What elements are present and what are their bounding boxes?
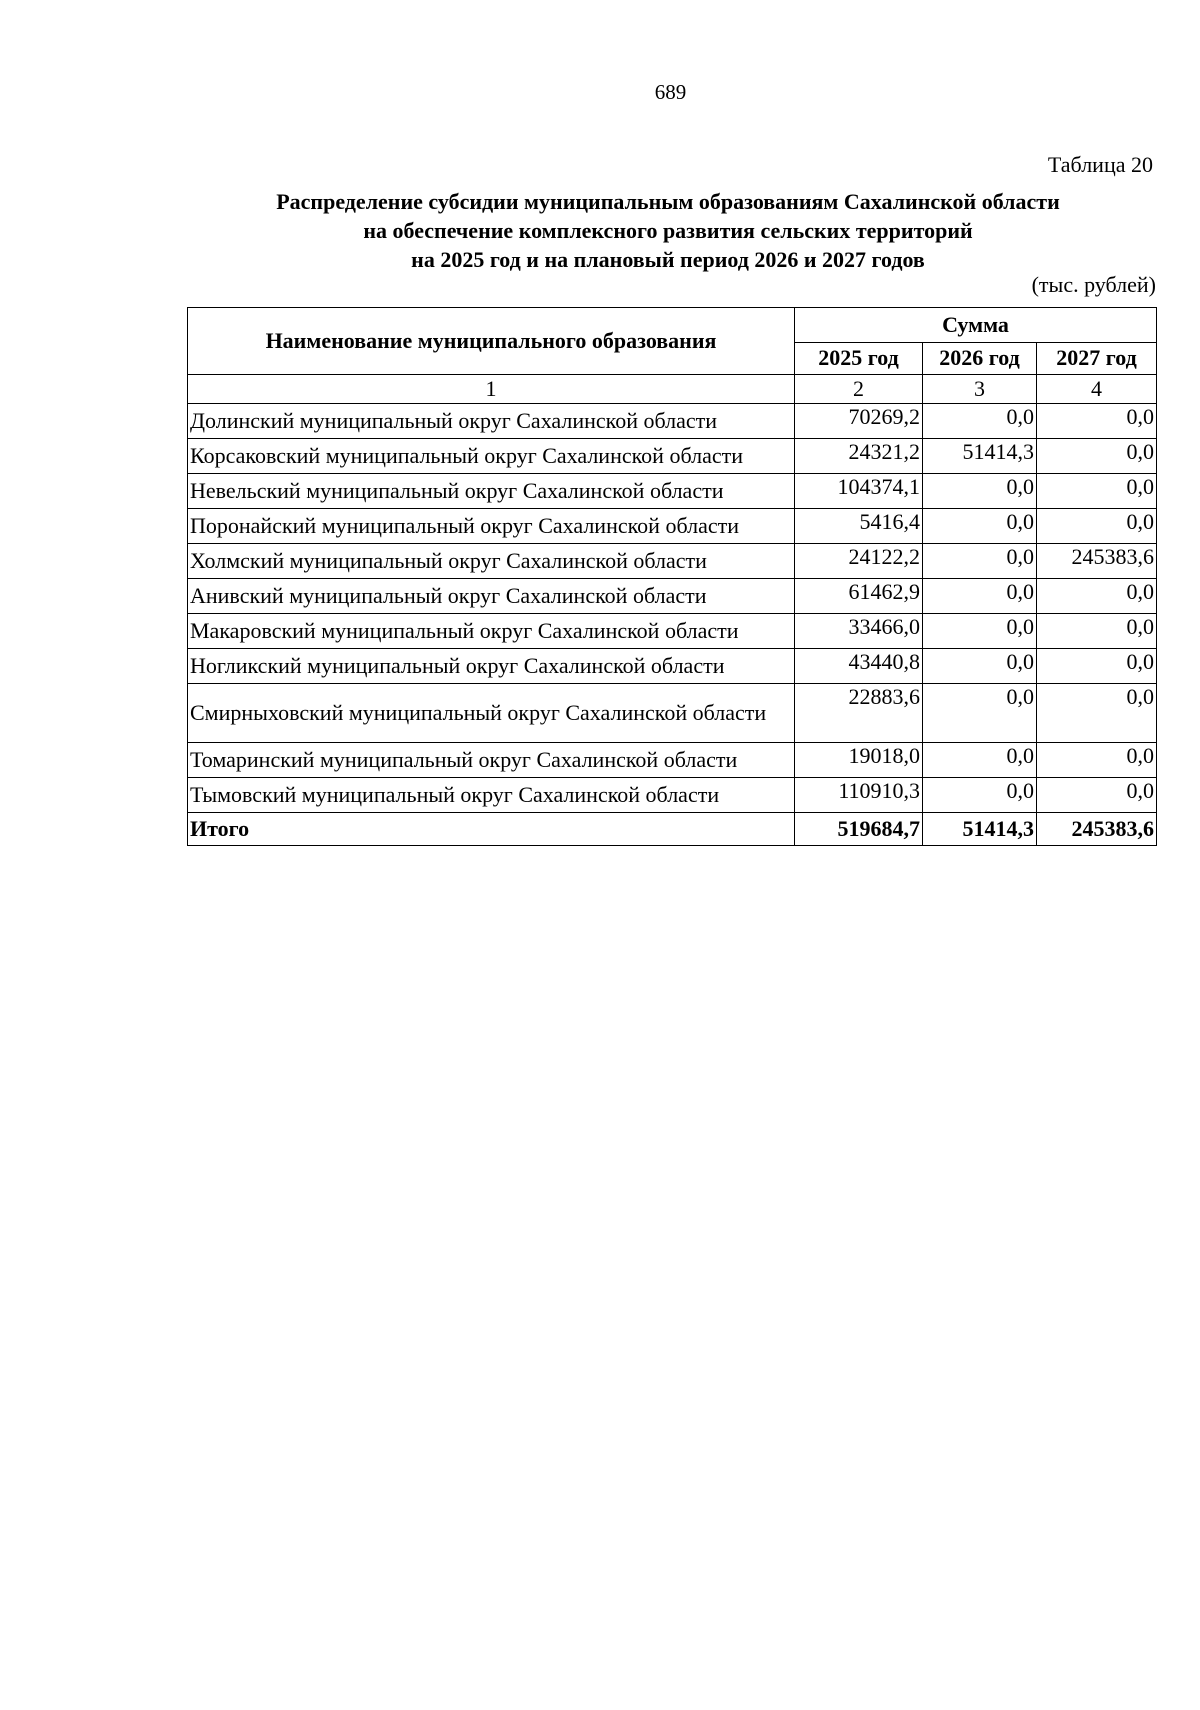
column-number-row bbox=[188, 375, 1157, 404]
municipality-name: Ногликский муниципальный округ Сахалинской области bbox=[188, 649, 795, 684]
value-2026: 0,0 bbox=[923, 474, 1037, 509]
column-number: 3 bbox=[923, 375, 1037, 404]
value-2025: 104374,1 bbox=[795, 474, 923, 509]
header-year-2025: 2025 год bbox=[795, 342, 923, 374]
value-2027: 0,0 bbox=[1037, 649, 1157, 684]
municipality-name: Тымовский муниципальный округ Сахалинской области bbox=[188, 778, 795, 813]
units-label: (тыс. рублей) bbox=[1031, 272, 1156, 297]
subsidy-table bbox=[187, 307, 1157, 846]
value-2026: 0,0 bbox=[923, 614, 1037, 649]
value-2025: 22883,6 bbox=[795, 684, 923, 743]
municipality-name: Макаровский муниципальный округ Сахалинской области bbox=[188, 614, 795, 649]
page-number: 689 bbox=[654, 80, 687, 104]
value-2025: 110910,3 bbox=[795, 778, 923, 813]
table-row bbox=[188, 743, 1157, 778]
value-2027: 0,0 bbox=[1037, 778, 1157, 813]
value-2027: 0,0 bbox=[1037, 743, 1157, 778]
municipality-name: Холмский муниципальный округ Сахалинской области bbox=[188, 544, 795, 579]
total-2027: 245383,6 bbox=[1037, 813, 1157, 846]
value-2027: 0,0 bbox=[1037, 404, 1157, 439]
header-year-2026: 2026 год bbox=[923, 342, 1037, 374]
header-name: Наименование муниципального образования bbox=[188, 308, 795, 375]
value-2027: 0,0 bbox=[1037, 614, 1157, 649]
table-row bbox=[188, 509, 1157, 544]
value-2027: 0,0 bbox=[1037, 474, 1157, 509]
municipality-name: Корсаковский муниципальный округ Сахалинской области bbox=[188, 439, 795, 474]
column-number: 1 bbox=[188, 375, 795, 404]
table-row bbox=[188, 579, 1157, 614]
value-2026: 0,0 bbox=[923, 579, 1037, 614]
municipality-name: Невельский муниципальный округ Сахалинской области bbox=[188, 474, 795, 509]
total-label: Итого bbox=[188, 813, 795, 846]
value-2025: 61462,9 bbox=[795, 579, 923, 614]
value-2026: 0,0 bbox=[923, 743, 1037, 778]
value-2027: 0,0 bbox=[1037, 439, 1157, 474]
table-row bbox=[188, 404, 1157, 439]
value-2025: 24122,2 bbox=[795, 544, 923, 579]
value-2026: 0,0 bbox=[923, 509, 1037, 544]
header-sum: Сумма bbox=[795, 308, 1157, 343]
total-2026: 51414,3 bbox=[923, 813, 1037, 846]
value-2027: 0,0 bbox=[1037, 509, 1157, 544]
value-2027: 245383,6 bbox=[1037, 544, 1157, 579]
table-body bbox=[188, 375, 1157, 846]
value-2025: 33466,0 bbox=[795, 614, 923, 649]
value-2026: 0,0 bbox=[923, 778, 1037, 813]
value-2025: 5416,4 bbox=[795, 509, 923, 544]
municipality-name: Анивский муниципальный округ Сахалинской области bbox=[188, 579, 795, 614]
table-row bbox=[188, 684, 1157, 743]
table-row bbox=[188, 614, 1157, 649]
value-2025: 24321,2 bbox=[795, 439, 923, 474]
title-line-2: на обеспечение комплексного развития сельских территорий bbox=[363, 218, 973, 243]
value-2025: 19018,0 bbox=[795, 743, 923, 778]
header-year-2027: 2027 год bbox=[1037, 342, 1157, 374]
title-line-3: на 2025 год и на плановый период 2026 и 2027 годов bbox=[411, 247, 925, 272]
value-2025: 70269,2 bbox=[795, 404, 923, 439]
value-2027: 0,0 bbox=[1037, 684, 1157, 743]
table-label: Таблица 20 bbox=[1047, 152, 1153, 177]
table-title bbox=[188, 187, 1148, 274]
value-2026: 51414,3 bbox=[923, 439, 1037, 474]
municipality-name: Поронайский муниципальный округ Сахалинской области bbox=[188, 509, 795, 544]
municipality-name: Томаринский муниципальный округ Сахалинской области bbox=[188, 743, 795, 778]
total-2025: 519684,7 bbox=[795, 813, 923, 846]
table-row bbox=[188, 778, 1157, 813]
value-2027: 0,0 bbox=[1037, 579, 1157, 614]
municipality-name: Смирныховский муниципальный округ Сахалинской области bbox=[188, 684, 795, 743]
table-row bbox=[188, 474, 1157, 509]
value-2026: 0,0 bbox=[923, 544, 1037, 579]
value-2025: 43440,8 bbox=[795, 649, 923, 684]
table-row bbox=[188, 649, 1157, 684]
column-number: 2 bbox=[795, 375, 923, 404]
total-row bbox=[188, 813, 1157, 846]
value-2026: 0,0 bbox=[923, 684, 1037, 743]
municipality-name: Долинский муниципальный округ Сахалинской области bbox=[188, 404, 795, 439]
title-line-1: Распределение субсидии муниципальным образованиям Сахалинской области bbox=[276, 189, 1060, 214]
table-row bbox=[188, 439, 1157, 474]
column-number: 4 bbox=[1037, 375, 1157, 404]
value-2026: 0,0 bbox=[923, 404, 1037, 439]
value-2026: 0,0 bbox=[923, 649, 1037, 684]
table-row bbox=[188, 544, 1157, 579]
